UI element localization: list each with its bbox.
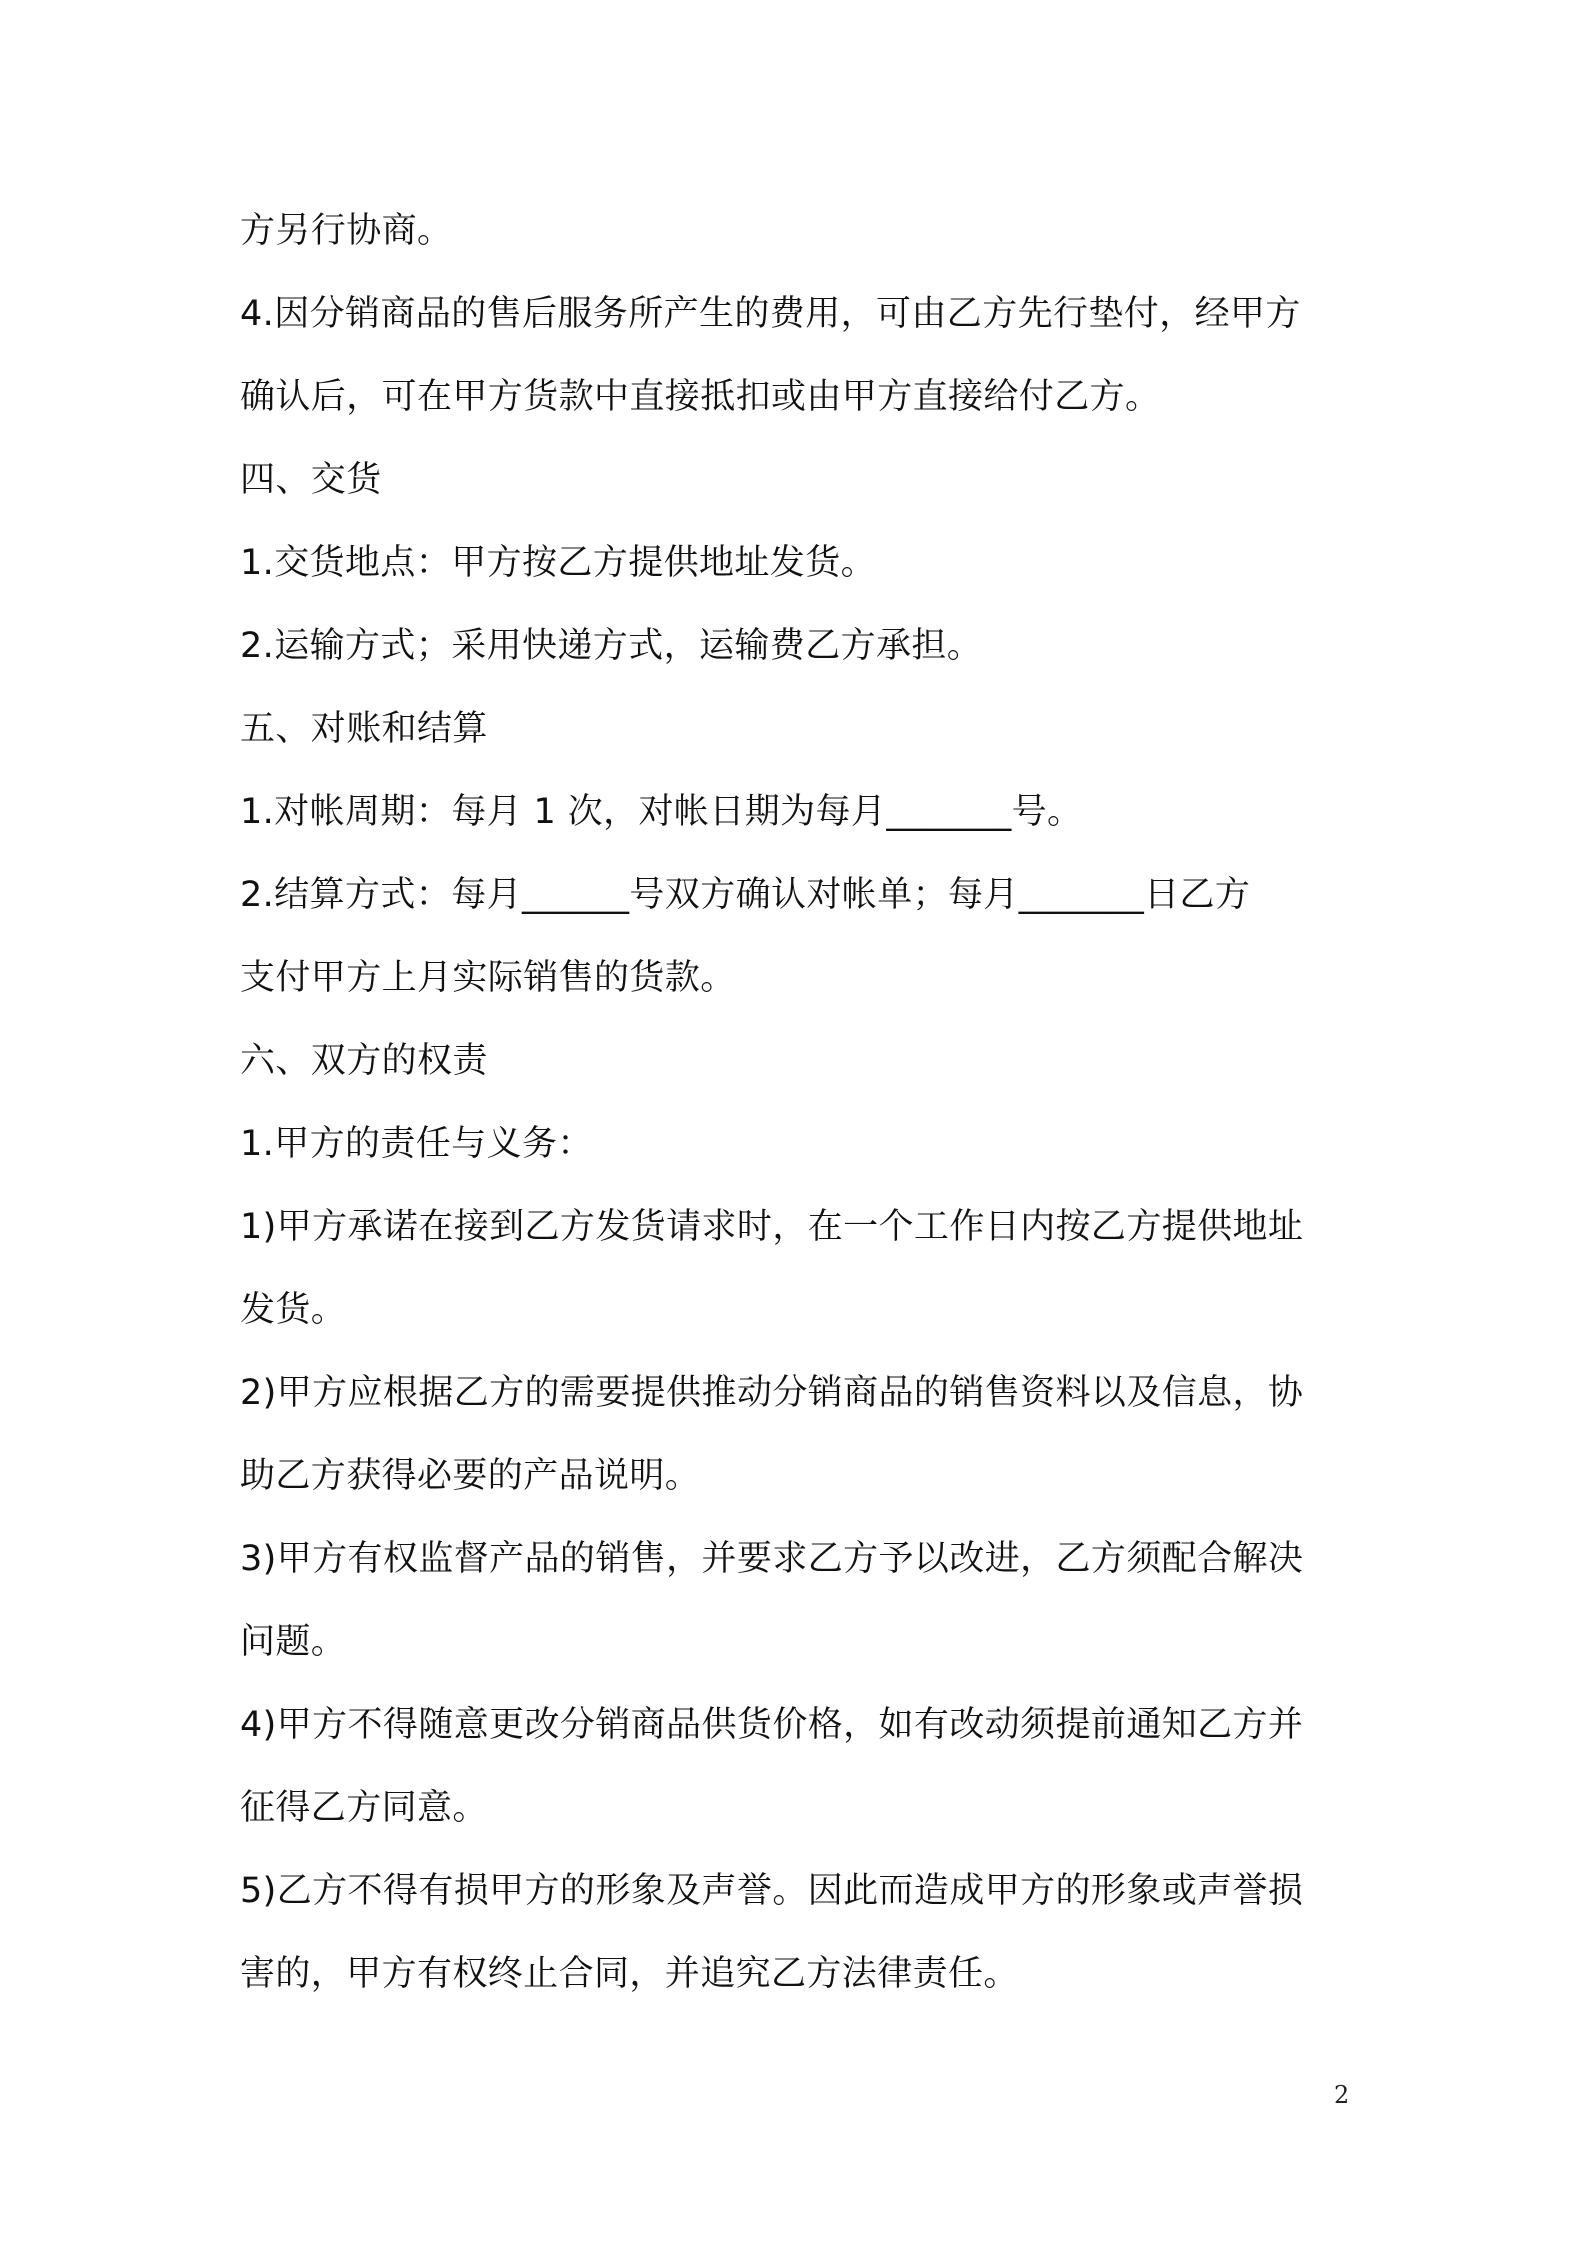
- text-line: 发货。: [240, 1290, 347, 1330]
- text-line: 害的，甲方有权终止合同，并追究乙方法律责任。: [240, 1954, 1019, 1994]
- text-line: 1)甲方承诺在接到乙方发货请求时，在一个工作日内按乙方提供地址: [240, 1207, 1304, 1247]
- text-line: 问题。: [240, 1622, 347, 1662]
- text-line: 1.对帐周期：每月 1 次，对帐日期为每月_______号。: [240, 792, 1083, 832]
- text-line: 1.甲方的责任与义务：: [240, 1124, 593, 1164]
- text-line: 4.因分销商品的售后服务所产生的费用，可由乙方先行垫付，经甲方: [240, 294, 1301, 334]
- text-line: 方另行协商。: [240, 211, 453, 251]
- section-heading: 四、交货: [240, 460, 382, 500]
- text-line: 2.运输方式；采用快递方式，运输费乙方承担。: [240, 626, 983, 666]
- text-line: 1.交货地点：甲方按乙方提供地址发货。: [240, 543, 876, 583]
- text-line: 5)乙方不得有损甲方的形象及声誉。因此而造成甲方的形象或声誉损: [240, 1871, 1304, 1911]
- text-line: 2.结算方式：每月______号双方确认对帐单；每月_______日乙方: [240, 875, 1251, 915]
- page-number: 2: [1334, 2081, 1350, 2109]
- text-line: 2)甲方应根据乙方的需要提供推动分销商品的销售资料以及信息，协: [240, 1373, 1304, 1413]
- section-heading: 六、双方的权责: [240, 1041, 488, 1081]
- section-heading: 五、对账和结算: [240, 709, 488, 749]
- text-line: 确认后，可在甲方货款中直接抵扣或由甲方直接给付乙方。: [240, 377, 1161, 417]
- text-line: 征得乙方同意。: [240, 1788, 488, 1828]
- text-line: 4)甲方不得随意更改分销商品供货价格，如有改动须提前通知乙方并: [240, 1705, 1304, 1745]
- text-line: 支付甲方上月实际销售的货款。: [240, 958, 736, 998]
- text-line: 助乙方获得必要的产品说明。: [240, 1456, 701, 1496]
- text-line: 3)甲方有权监督产品的销售，并要求乙方予以改进，乙方须配合解决: [240, 1539, 1304, 1579]
- document-body: [240, 190, 1360, 2016]
